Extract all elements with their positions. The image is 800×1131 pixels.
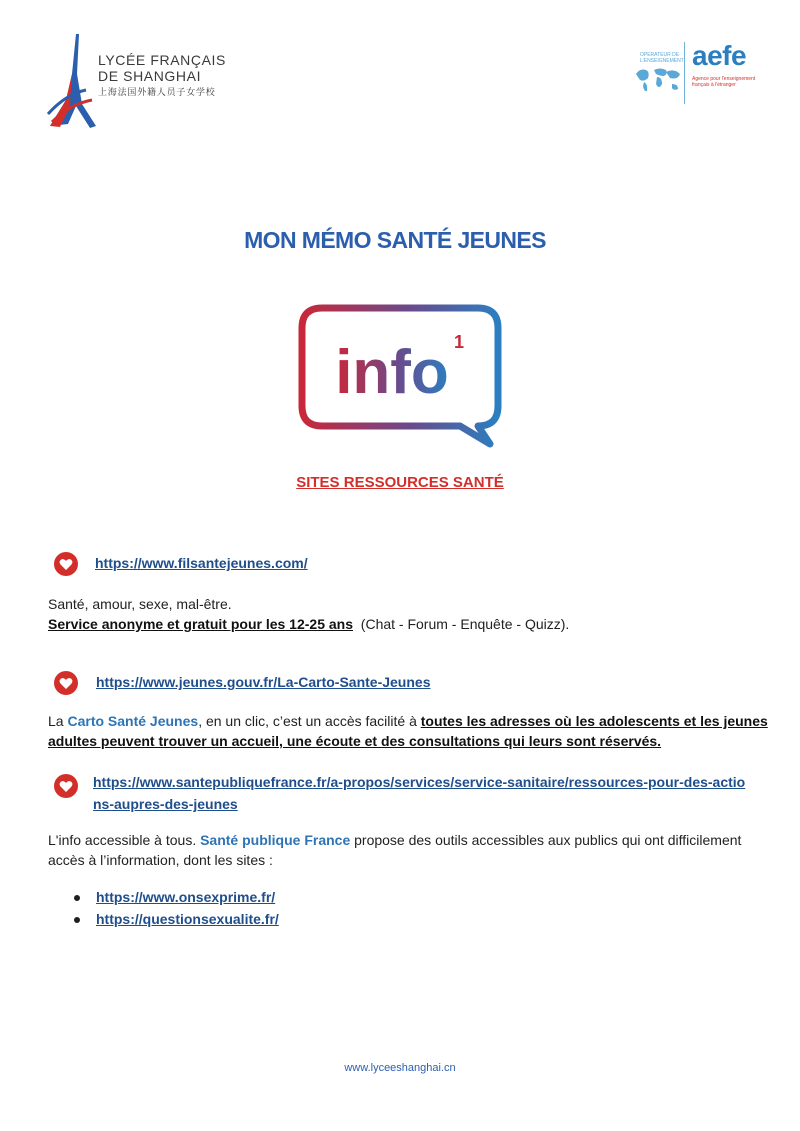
link-questionsexualite[interactable]: https://questionsexualite.fr/ [96, 911, 279, 927]
resource-1-line2 [48, 614, 768, 634]
list-item [74, 911, 279, 933]
resource-2-prefix: La [48, 713, 68, 729]
link-filsantejeunes[interactable]: https://www.filsantejeunes.com/ [95, 555, 308, 571]
link-carto-sante-jeunes[interactable]: https://www.jeunes.gouv.fr/La-Carto-Sante-Jeunes [96, 674, 431, 690]
resource-1-tail: (Chat - Forum - Enquête - Quizz). [353, 616, 570, 632]
link-sante-publique-france[interactable]: https://www.santepubliquefrance.fr/a-propos/services/service-sanitaire/ressources-pour-des-actions-aupres-des-jeunes [93, 774, 746, 812]
section-heading: SITES RESSOURCES SANTÉ [296, 474, 504, 491]
list-item [74, 889, 279, 911]
aefe-divider [684, 42, 685, 104]
resource-1-service-text: Service anonyme et gratuit pour les 12-25 ans [48, 616, 354, 632]
aefe-wordmark: aefe [692, 40, 747, 71]
school-logo [46, 34, 236, 130]
resource-3-highlight: Santé publique France [200, 832, 351, 848]
resource-1-line1: Santé, amour, sexe, mal-être. [48, 596, 232, 612]
resource-3-description [48, 830, 768, 870]
info-word: info [335, 338, 449, 407]
page-title: MON MÉMO SANTÉ JEUNES [244, 227, 546, 253]
heart-icon [54, 671, 78, 695]
aefe-operator-text: OPERATEUR DE L'ENSEIGNEMENT [640, 52, 684, 64]
resource-3-tail: propose des outils accessibles aux publics qui ont difficilement accès à l’information, dont les sites : [48, 832, 742, 868]
school-name-chinese: 上海法国外籍人员子女学校 [98, 87, 216, 97]
resource-2-middle: , en un clic, c’est un accès facilité à [198, 713, 421, 729]
world-map-icon [634, 64, 682, 94]
bullet-icon [74, 895, 80, 901]
resource-2-description [48, 711, 768, 751]
site-list [74, 889, 279, 933]
resource-2-highlight: Carto Santé Jeunes [67, 713, 199, 729]
aefe-logo [634, 40, 764, 106]
link-onsexprime[interactable]: https://www.onsexprime.fr/ [96, 889, 276, 905]
school-name-line1: LYCÉE FRANÇAIS [98, 52, 226, 68]
aefe-subtitle: Agence pour l'enseignement français à l'étranger [692, 76, 756, 88]
info-speech-bubble-icon [292, 302, 508, 450]
heart-icon [54, 552, 78, 576]
resource-2-bold-text: toutes les adresses où les adolescents et les jeunes adultes peuvent trouver un accueil, une écoute et des consultations qui leurs sont réservés. [48, 713, 768, 749]
info-superscript: 1 [454, 332, 465, 352]
heart-icon [54, 774, 78, 798]
resource-1-description [48, 594, 768, 634]
eiffel-tower-icon [46, 34, 102, 130]
resource-3-prefix: L'info accessible à tous. [48, 832, 201, 848]
school-name-line2: DE SHANGHAI [98, 68, 202, 84]
bullet-icon [74, 917, 80, 923]
footer-website[interactable]: www.lyceeshanghai.cn [344, 1062, 456, 1074]
